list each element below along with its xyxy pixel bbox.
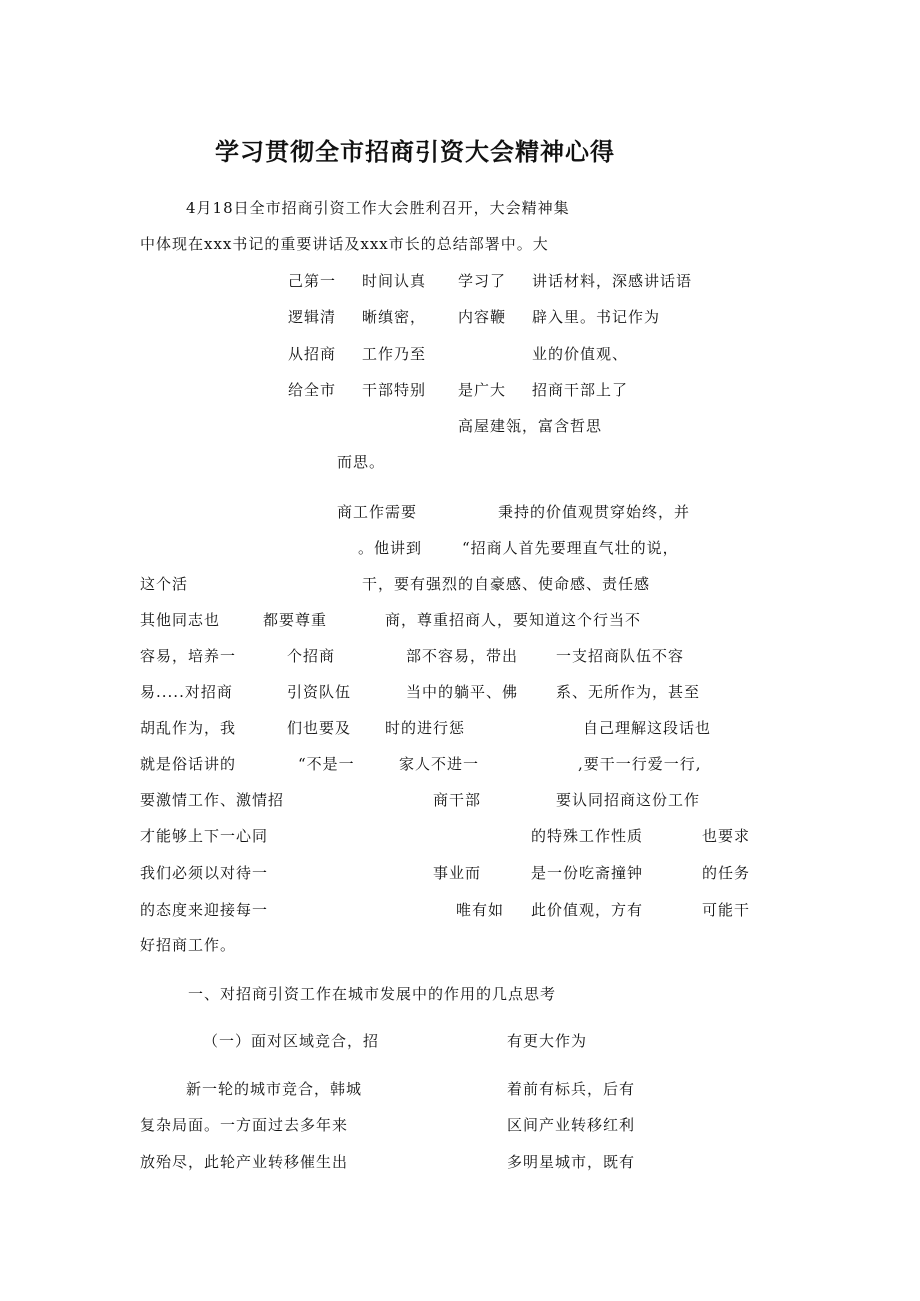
text-fragment: 我们必须以对待一 (140, 864, 269, 882)
text-fragment: 晰缜密， (362, 308, 427, 326)
text-fragment: 一支招商队伍不容 (556, 647, 685, 665)
text-fragment: 容易，培养一 (140, 647, 237, 665)
text-fragment: 放殆尽，此轮产业转移催生出 (140, 1153, 349, 1171)
text-fragment: 自己理解这段话也 (583, 719, 712, 737)
text-fragment: 干部特别 (362, 381, 427, 399)
text-fragment: 商干部 (433, 791, 482, 809)
text-fragment: 着前有标兵，后有 (507, 1080, 636, 1098)
text-fragment: 才能够上下一心同 (140, 827, 269, 845)
text-fragment: 家人不进一 (399, 755, 480, 773)
text-fragment: 多明星城市，既有 (507, 1153, 636, 1171)
text-fragment: 时的进行惩 (385, 719, 466, 737)
text-fragment: 其他同志也 (140, 611, 221, 629)
paragraph-line: 中体现在xxx书记的重要讲话及xxx市长的总结部署中。大 (140, 235, 549, 253)
text-fragment: 区间产业转移红利 (507, 1116, 636, 1134)
text-fragment: 是广大 (458, 381, 507, 399)
text-fragment: 而思。 (337, 453, 386, 471)
text-fragment: 都要尊重 (263, 611, 328, 629)
text-fragment: 的态度来迎接每一 (140, 901, 269, 919)
paragraph-line: 4月18日全市招商引资工作大会胜利召开，大会精神集 (186, 199, 570, 217)
text-fragment: 引资队伍 (287, 683, 352, 701)
text-fragment: 可能干 (702, 901, 751, 919)
text-fragment: 要认同招商这份工作 (556, 791, 701, 809)
text-fragment: 高屋建瓴，富含哲思 (458, 417, 603, 435)
section-heading: 一、对招商引资工作在城市发展中的作用的几点思考 (188, 985, 557, 1003)
text-fragment: 的任务 (702, 864, 751, 882)
text-fragment: 从招商 (288, 345, 337, 363)
text-fragment: 的特殊工作性质 (531, 827, 644, 845)
text-fragment: 商，尊重招商人，要知道这个行当不 (385, 611, 642, 629)
text-fragment: 易.....对招商 (140, 683, 233, 701)
text-fragment: 讲话材料，深感讲话语 (532, 272, 693, 290)
text-fragment: 唯有如 (456, 901, 505, 919)
text-fragment: 也要求 (702, 827, 751, 845)
text-fragment: 己第一 (288, 272, 337, 290)
text-fragment: 胡乱作为，我 (140, 719, 237, 737)
text-fragment: 有更大作为 (507, 1032, 588, 1050)
text-fragment: ,要干一行爱一行, (578, 755, 702, 773)
text-fragment: 就是俗话讲的 (140, 755, 237, 773)
text-fragment: 工作乃至 (362, 345, 427, 363)
text-fragment: 招商干部上了 (532, 381, 629, 399)
text-fragment: 内容鞭 (458, 308, 507, 326)
text-fragment: 个招商 (287, 647, 336, 665)
text-fragment: 新一轮的城市竞合，韩城 (186, 1080, 363, 1098)
text-fragment: “招商人首先要理直气壮的说， (462, 539, 679, 557)
text-fragment: 系、无所作为，甚至 (556, 683, 701, 701)
text-fragment: 们也要及 (287, 719, 352, 737)
text-fragment: 商工作需要 (337, 503, 418, 521)
text-fragment: “不是一 (298, 755, 355, 773)
text-fragment: 给全市 (288, 381, 337, 399)
text-fragment: 。他讲到 (358, 539, 423, 557)
text-fragment: 秉持的价值观贯穿始终，并 (498, 503, 691, 521)
text-fragment: 此价值观，方有 (531, 901, 644, 919)
text-fragment: 这个活 (140, 575, 189, 593)
text-fragment: 学习了 (458, 272, 507, 290)
document-title: 学习贯彻全市招商引资大会精神心得 (215, 138, 615, 166)
text-fragment: 时间认真 (362, 272, 427, 290)
text-fragment: 业的价值观、 (532, 345, 629, 363)
text-fragment: 部不容易，带出 (406, 647, 519, 665)
subsection-heading: （一）面对区域竞合，招 (203, 1032, 380, 1050)
text-fragment: 当中的躺平、佛 (406, 683, 519, 701)
text-fragment: 逻辑清 (288, 308, 337, 326)
text-fragment: 复杂局面。一方面过去多年来 (140, 1116, 349, 1134)
text-fragment: 事业而 (433, 864, 482, 882)
text-fragment: 辟入里。书记作为 (532, 308, 661, 326)
text-fragment: 干，要有强烈的自豪感、使命感、责任感 (362, 575, 651, 593)
text-fragment: 要激情工作、激情招 (140, 791, 285, 809)
text-fragment: 好招商工作。 (140, 936, 237, 954)
text-fragment: 是一份吃斋撞钟 (531, 864, 644, 882)
